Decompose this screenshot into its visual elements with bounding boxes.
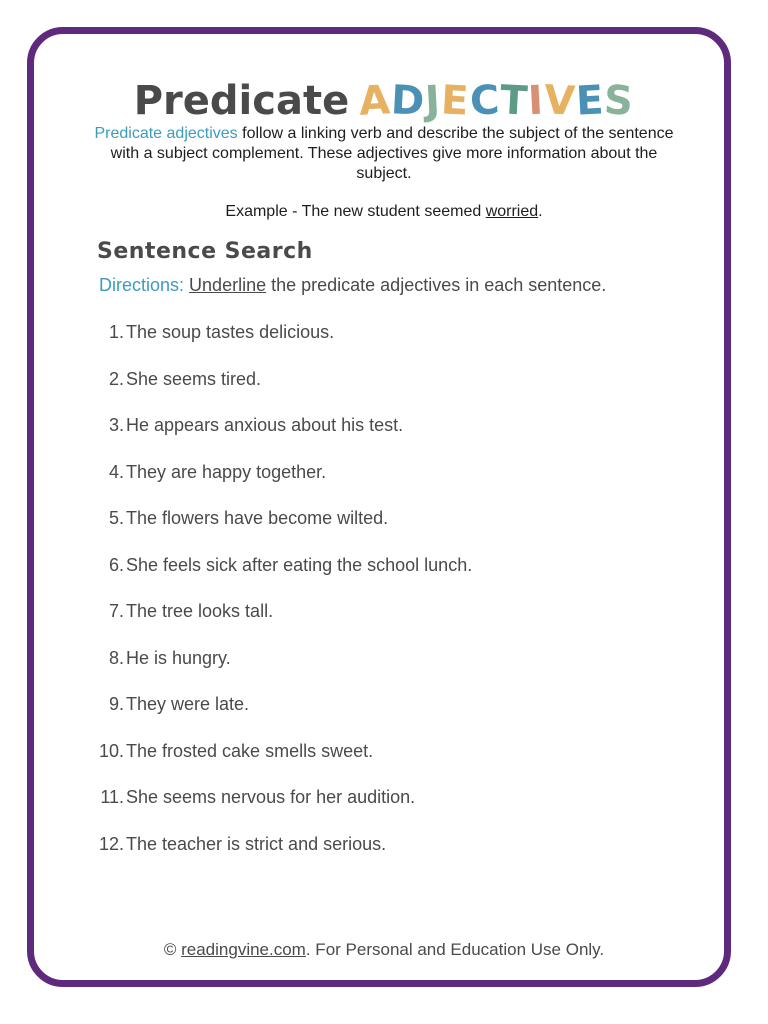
- page-title: [0, 72, 768, 130]
- list-item: [90, 460, 690, 507]
- list-item-sentence[interactable]: He is hungry.: [126, 647, 231, 668]
- list-item-sentence[interactable]: The soup tastes delicious.: [126, 322, 335, 342]
- list-item: [90, 599, 690, 646]
- sentence-list: [90, 320, 690, 878]
- title-word-adjectives: [359, 78, 634, 124]
- list-item: [90, 646, 690, 693]
- title-letter: V: [542, 77, 578, 125]
- footer-copyright: ©: [163, 940, 182, 959]
- list-item: [90, 785, 690, 832]
- title-letter: A: [358, 77, 393, 125]
- list-item-sentence[interactable]: She feels sick after eating the school lunch.: [126, 554, 473, 575]
- list-item: [90, 413, 690, 460]
- footer-link[interactable]: readingvine.com: [181, 940, 306, 959]
- title-letter: E: [440, 77, 471, 125]
- list-item-number: 6.: [108, 554, 124, 575]
- list-item: [90, 367, 690, 414]
- title-letter: J: [424, 77, 443, 125]
- list-item-number: 10.: [98, 740, 124, 761]
- list-item-number: 4.: [108, 461, 124, 482]
- list-item: [90, 832, 690, 879]
- title-letter: S: [603, 77, 636, 125]
- list-item: [90, 320, 690, 367]
- directions: [99, 273, 606, 297]
- title-letter: I: [527, 77, 546, 125]
- list-item-number: 1.: [108, 322, 124, 342]
- list-item-number: 3.: [108, 415, 124, 435]
- footer-text: . For Personal and Education Use Only.: [305, 940, 605, 959]
- list-item-sentence[interactable]: The flowers have become wilted.: [126, 508, 389, 528]
- intro-text: follow a linking verb and describe the subject of the sentence with a subject complement. These adjectives give more information about the subject.: [110, 125, 674, 182]
- directions-action: Underline: [189, 275, 267, 295]
- list-item: [90, 692, 690, 739]
- list-item-number: 11.: [100, 787, 124, 807]
- intro-term: Predicate adjectives: [94, 125, 238, 142]
- list-item-sentence[interactable]: She seems nervous for her audition.: [126, 787, 416, 807]
- example-suffix: .: [538, 203, 543, 220]
- list-item-number: 9.: [108, 694, 124, 714]
- list-item-sentence[interactable]: He appears anxious about his test.: [126, 415, 404, 435]
- title-word-predicate: Predicate: [133, 78, 350, 124]
- list-item: [90, 739, 690, 786]
- list-item-sentence[interactable]: The teacher is strict and serious.: [126, 833, 387, 854]
- list-item: [90, 553, 690, 600]
- directions-label: Directions:: [99, 275, 185, 295]
- title-letter: C: [468, 77, 502, 125]
- list-item-sentence[interactable]: The tree looks tall.: [126, 601, 274, 621]
- title-letter: D: [389, 77, 427, 125]
- list-item-sentence[interactable]: She seems tired.: [126, 368, 262, 389]
- list-item: [90, 506, 690, 553]
- section-title: Sentence Search: [97, 239, 313, 264]
- title-letter: T: [498, 77, 530, 125]
- list-item-number: 5.: [108, 508, 124, 528]
- example-sentence: [90, 202, 678, 222]
- footer: [0, 938, 768, 962]
- example-prefix: Example - The new student seemed: [225, 203, 486, 220]
- list-item-number: 2.: [108, 368, 124, 389]
- intro-paragraph: [90, 124, 678, 184]
- list-item-sentence[interactable]: They are happy together.: [126, 461, 327, 482]
- example-underlined-word: worried: [485, 203, 539, 220]
- list-item-number: 7.: [108, 601, 124, 621]
- list-item-number: 12.: [98, 833, 124, 854]
- directions-text: the predicate adjectives in each sentence.: [266, 275, 607, 295]
- list-item-sentence[interactable]: The frosted cake smells sweet.: [126, 740, 374, 761]
- list-item-sentence[interactable]: They were late.: [126, 694, 250, 714]
- title-letter: E: [574, 77, 606, 125]
- list-item-number: 8.: [108, 647, 124, 668]
